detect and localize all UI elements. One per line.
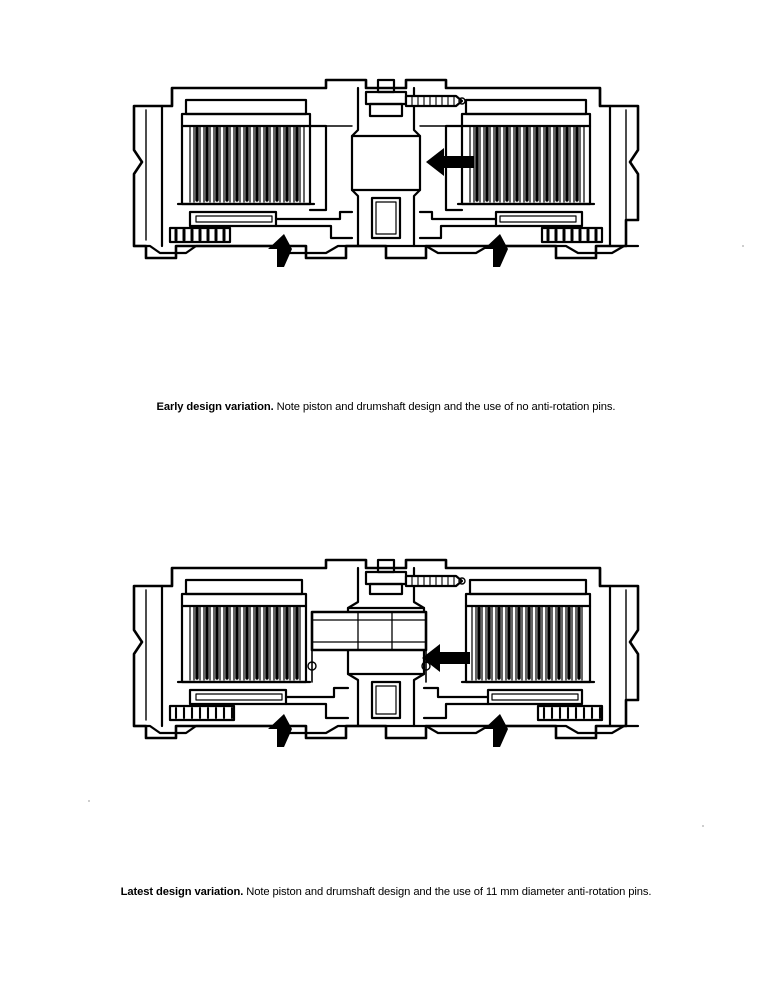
figure-2-caption-lead: Latest design variation. <box>120 886 244 898</box>
scan-speck <box>88 800 90 802</box>
early-design-cutaway <box>0 70 772 390</box>
latest-design-drawing <box>126 550 646 780</box>
scan-speck <box>702 825 704 827</box>
scan-speck <box>742 245 744 247</box>
figure-2-caption-text: Note piston and drumshaft design and the use of 11 mm diameter anti-rotation pins. <box>243 886 652 898</box>
figure-1-caption <box>0 400 772 415</box>
figure-1-caption-text: Note piston and drumshaft design and the use of no anti-rotation pins. <box>273 401 616 413</box>
early-design-drawing <box>126 70 646 300</box>
latest-design-cutaway <box>0 550 772 870</box>
figure-2-caption <box>0 885 772 900</box>
figure-1-caption-lead: Early design variation. <box>156 401 274 413</box>
